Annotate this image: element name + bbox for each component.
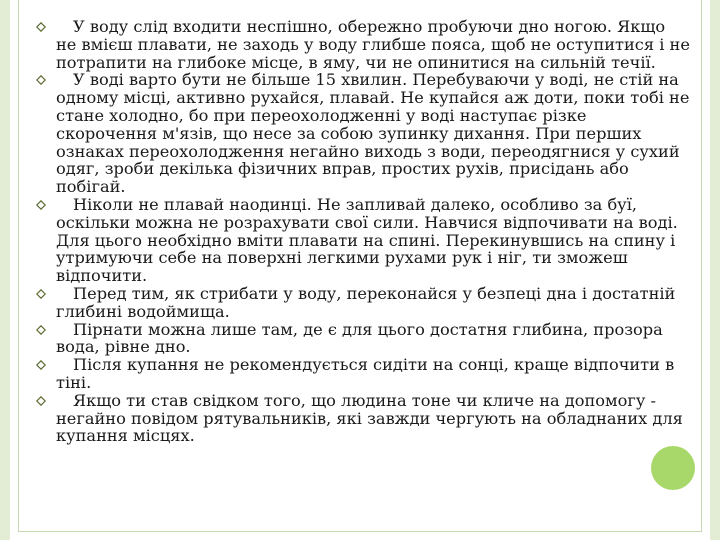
diamond-bullet-icon: [36, 325, 46, 335]
list-item: [56, 392, 690, 445]
diamond-bullet-icon: [36, 22, 46, 32]
paragraph-text: Ніколи не плавай наодинці. Не запливай далеко, особливо за буї, оскільки можна не розрахувати свої сили. Навчися відпочивати на воді. Для цього необхідно вміти плавати на спині. Перекинувшись на спину і утримуючи себе на поверхні легкими рухами рук і ніг, ти зможеш відпочити.: [56, 194, 678, 286]
list-item: [56, 18, 690, 71]
paragraph-text: У воду слід входити неспішно, обережно пробуючи дно ногою. Якщо не вмієш плавати, не заходь у воду глибше пояса, щоб не оступитися і не потрапити на глибоке місце, в яму, чи не опинитися на сильній течії.: [56, 17, 690, 72]
diamond-bullet-icon: [36, 75, 46, 85]
list-item: [56, 285, 690, 321]
paragraph-text: Після купання не рекомендується сидіти на сонці, краще відпочити в тіні.: [56, 355, 675, 392]
paragraph-text: Пірнати можна лише там, де є для цього достатня глибина, прозора вода, рівне дно.: [56, 319, 663, 357]
list-item: [56, 71, 690, 196]
diamond-bullet-icon: [36, 289, 46, 299]
diamond-bullet-icon: [36, 396, 46, 406]
list-item: [56, 356, 690, 392]
bullet-list: [56, 18, 690, 445]
paragraph-text: Перед тим, як стрибати у воду, переконайся у безпеці дна і достатній глибині водоймища.: [56, 283, 676, 321]
slide: [10, 0, 710, 540]
list-item: [56, 321, 690, 357]
list-item: [56, 196, 690, 285]
paragraph-text: Якщо ти став свідком того, що людина тоне чи кличе на допомогу - негайно повідом рятувальників, які завжди чергують на обладнаних для купання місцях.: [56, 390, 683, 446]
diamond-bullet-icon: [36, 360, 46, 370]
diamond-bullet-icon: [36, 200, 46, 210]
decorative-green-circle: [651, 446, 695, 490]
paragraph-text: У воді варто бути не більше 15 хвилин. Перебуваючи у воді, не стій на одному місці, активно рухайся, плавай. Не купайся аж доти, поки тобі не стане холодно, бо при переохолодженні у воді наступає різке скорочення м'язів, що несе за собою зупинку дихання. При перших ознаках переохолодження негайно виходь з води, переодягнися у сухий одяг, зроби декілька фізичних вправ, простих рухів, присідань або побігай.: [56, 70, 690, 197]
